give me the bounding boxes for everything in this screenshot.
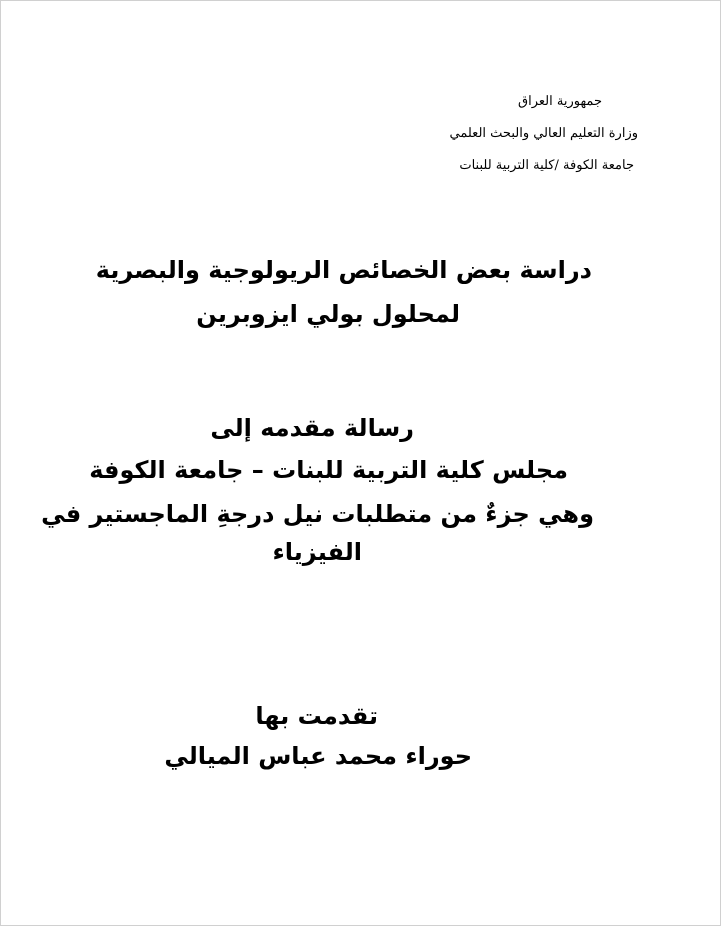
presented-by-label: تقدمت بها xyxy=(255,702,378,730)
thesis-title-line-1: دراسة بعض الخصائص الريولوجية والبصرية xyxy=(95,256,592,284)
submission-line-4: الفيزياء xyxy=(272,538,362,566)
thesis-title-line-2: لمحلول بولي ايزوبرين xyxy=(196,300,460,328)
submission-line-3: وهي جزءٌ من متطلبات نيل درجةِ الماجستير في xyxy=(41,500,594,528)
header-university: جامعة الكوفة /كلية التربية للبنات xyxy=(459,158,634,173)
submission-line-2: مجلس كلية التربية للبنات – جامعة الكوفة xyxy=(89,456,568,484)
header-ministry: وزارة التعليم العالي والبحث العلمي xyxy=(449,126,638,141)
submission-line-1: رسالة مقدمه إلى xyxy=(210,414,414,442)
author-name: حوراء محمد عباس الميالي xyxy=(164,742,472,770)
header-country: جمهورية العراق xyxy=(518,94,602,109)
